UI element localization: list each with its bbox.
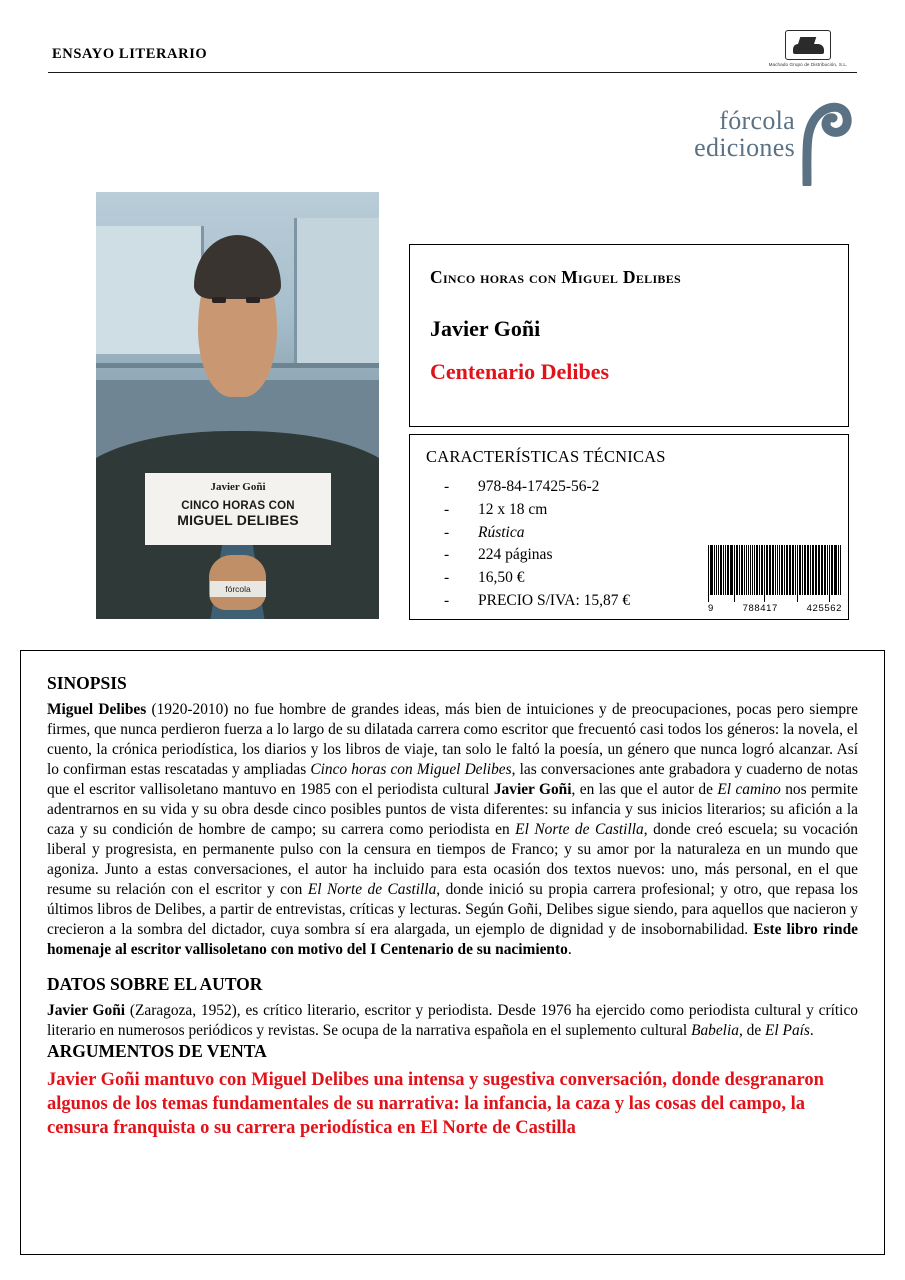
barcode-left-digit: 9 — [708, 603, 714, 614]
barcode-bar — [744, 545, 745, 595]
publisher-logo — [668, 104, 853, 184]
barcode-bar — [779, 545, 780, 595]
barcode-bar — [821, 545, 823, 595]
barcode-bar — [764, 545, 765, 602]
spec-value: 224 páginas — [478, 546, 553, 564]
barcode-bar — [797, 545, 798, 602]
spec-value: 12 x 18 cm — [478, 500, 548, 518]
sales-section-heading: ARGUMENTOS DE VENTA — [47, 1041, 267, 1062]
specs-heading: CARACTERÍSTICAS TÉCNICAS — [426, 447, 666, 466]
barcode-group1: 788417 — [742, 603, 778, 614]
barcode-bar — [727, 545, 728, 595]
barcode-group2: 425562 — [806, 603, 842, 614]
barcode-bar — [775, 545, 776, 595]
barcode-bar — [812, 545, 814, 595]
barcode-bar — [834, 545, 835, 595]
barcode-bar — [756, 545, 758, 595]
barcode-bar — [838, 545, 839, 595]
spec-item — [426, 499, 832, 522]
barcode-bar — [772, 545, 774, 595]
barcode-bar — [815, 545, 817, 595]
author-section-text: Javier Goñi (Zaragoza, 1952), es crítico literario, escritor y periodista. Desde 1976 ha ejercido como periodista cultural y crítico literario en numerosos periódicos y revistas. Se ocupa de la narrativa española en el suplemento cultural Babelia, de El País. — [47, 1002, 858, 1040]
barcode-bar — [800, 545, 801, 595]
barcode-bar — [731, 545, 732, 595]
book-title: Cinco horas con Miguel Delibes — [430, 267, 682, 287]
barcode-digits — [708, 603, 842, 614]
barcode-bar — [723, 545, 724, 595]
barcode-bar — [754, 545, 756, 595]
barcode-bar — [810, 545, 812, 595]
barcode-bar — [708, 545, 709, 602]
barcode-bar — [746, 545, 747, 595]
author-section-heading: DATOS SOBRE EL AUTOR — [47, 974, 263, 995]
publisher-name — [694, 108, 795, 161]
barcode-bar — [831, 545, 833, 595]
barcode-bar — [781, 545, 783, 595]
barcode-bar — [761, 545, 763, 595]
barcode-bar — [725, 545, 726, 595]
header-divider — [48, 72, 857, 73]
book-author: Javier Goñi — [430, 316, 541, 341]
barcode-bar — [711, 545, 712, 595]
barcode-bar — [730, 545, 731, 595]
barcode-bars — [708, 545, 842, 602]
publisher-name-line1: fórcola — [719, 106, 795, 135]
spec-item — [426, 476, 832, 499]
title-box — [409, 244, 849, 427]
barcode-bar — [824, 545, 826, 595]
barcode-bar — [752, 545, 753, 595]
barcode-bar — [786, 545, 788, 595]
cover-window-left — [96, 226, 204, 354]
cover-author: Javier Goñi — [210, 481, 266, 493]
barcode-bar — [734, 545, 735, 602]
van-icon — [785, 30, 831, 60]
technical-specs-box — [409, 434, 849, 620]
barcode-bar — [807, 545, 808, 595]
forcola-f-mark-icon — [797, 100, 853, 186]
sales-section-text: Javier Goñi mantuvo con Miguel Delibes una intensa y sugestiva conversación, donde desgranaron algunos de los temas fundamentales de su narrativa: la infancia, la caza y las cosas del campo, la censura franquista o su carrera periodística en El Norte de Castilla — [47, 1070, 824, 1139]
spec-dash: - — [444, 591, 450, 609]
synopsis-heading: SINOPSIS — [47, 673, 127, 693]
page-header — [48, 36, 857, 82]
book-cover-image — [96, 192, 379, 619]
book-tagline: Centenario Delibes — [430, 359, 610, 384]
distributor-logo — [765, 30, 851, 67]
barcode-bar — [799, 545, 800, 595]
barcode-bar — [750, 545, 751, 595]
cover-title-label — [145, 473, 331, 545]
synopsis-panel — [20, 650, 885, 1255]
category-label: ENSAYO LITERARIO — [52, 46, 208, 62]
barcode-bar — [718, 545, 719, 595]
barcode-bar — [818, 545, 820, 595]
spec-dash: - — [444, 569, 450, 587]
barcode-bar — [789, 545, 791, 595]
barcode-bar — [728, 545, 729, 595]
barcode-bar — [802, 545, 803, 595]
barcode-bar — [710, 545, 711, 595]
barcode-bar — [720, 545, 722, 595]
barcode-bar — [827, 545, 828, 595]
publisher-name-line2: ediciones — [694, 132, 795, 162]
synopsis-text: Miguel Delibes (1920-2010) no fue hombre de grandes ideas, más bien de intuiciones y de preocupaciones, pocas pero siempre firmes, que nunca perdieron fuerza a lo largo de su dilatada carrera como escritor que frecuentó casi todos los géneros: la novela, el cuento, la crónica periodística, los diarios y los libros de viaje, tan solo le faltó la poesía, un género que nunca logró alcanzar. Así lo confirman estas rescatadas y ampliadas Cinco horas con Miguel Delibes, las conversaciones ante grabadora y cuaderno de notas que el escritor vallisoletano mantuvo en 1985 con el periodista cultural Javier Goñi, en las que el autor de El camino nos permite adentrarnos en su vida y su obra desde cinco posibles puntos de vista diferentes: su infancia y sus inicios literarios; su afición a la caza y su condición de hombre de campo; su carrera como periodista en El Norte de Castilla, donde creó escuela; su vocación liberal y progresista, en permanente pulso con la censura en tiempos de Franco; y su amor por la naturaleza en un mundo que agoniza. Junto a estas conversaciones, el autor ha incluido para esta ocasión dos textos nuevos: uno, más personal, en el que resume su relación con el escritor y con El Norte de Castilla, donde inició su propia carrera profesional; y otro, que repasa los últimos libros de Delibes, a partir de entrevistas, críticas y lecturas. Según Goñi, Delibes sigue siendo, para aquellos que nacieron y crecieron a la sombra del dictador, cuya sombra sí era alargada, un ejemplo de dignidad y de insobornabilidad. Este libro rinde homenaje al escritor vallisoletano con motivo del I Centenario de su nacimiento. — [47, 701, 859, 959]
barcode-bar — [784, 545, 785, 595]
cover-window-right — [294, 218, 379, 363]
cover-title-line1: CINCO HORAS CON — [181, 500, 295, 512]
spec-value: PRECIO S/IVA: 15,87 € — [478, 591, 631, 609]
barcode-bar — [739, 545, 740, 595]
spec-dash: - — [444, 523, 450, 541]
cover-title-line2: MIGUEL DELIBES — [177, 512, 299, 528]
spec-dash: - — [444, 500, 450, 518]
barcode — [708, 545, 842, 614]
barcode-bar — [748, 545, 749, 595]
cover-imprint: fórcola — [210, 581, 266, 597]
barcode-bar — [840, 545, 841, 595]
spec-value: 978-84-17425-56-2 — [478, 478, 600, 495]
spec-value: Rústica — [478, 523, 525, 541]
barcode-bar — [777, 545, 778, 595]
barcode-bar — [736, 545, 738, 595]
barcode-bar — [795, 545, 796, 595]
barcode-bar — [716, 545, 717, 595]
barcode-bar — [769, 545, 771, 595]
barcode-bar — [766, 545, 768, 595]
barcode-bar — [835, 545, 837, 595]
barcode-bar — [759, 545, 760, 595]
spec-dash: - — [444, 478, 450, 495]
spec-item — [426, 522, 832, 545]
barcode-bar — [792, 545, 794, 595]
barcode-bar — [714, 545, 715, 595]
spec-value: 16,50 € — [478, 569, 525, 587]
barcode-bar — [741, 545, 743, 595]
cover-portrait-eye-right — [246, 297, 260, 304]
distributor-caption: Machado Grupo de Distribución, S.L. — [768, 62, 848, 67]
spec-dash: - — [444, 546, 450, 564]
cover-portrait-eye-left — [212, 297, 226, 304]
barcode-bar — [804, 545, 806, 595]
barcode-bar — [829, 545, 830, 602]
